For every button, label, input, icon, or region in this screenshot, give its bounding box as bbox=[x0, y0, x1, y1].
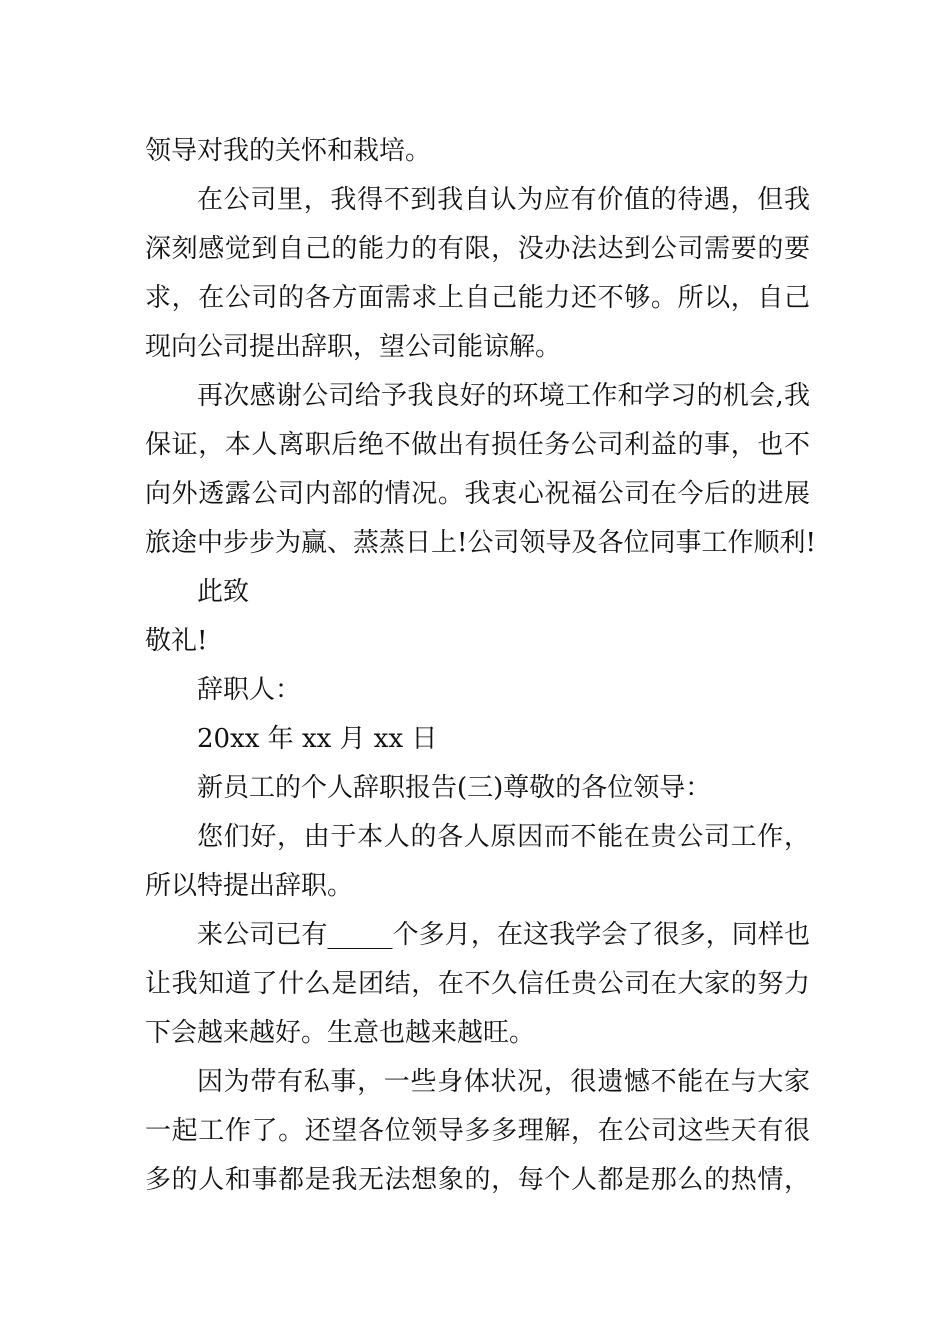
closing-salutation: 此致 bbox=[197, 577, 250, 607]
text-line: 深刻感觉到自己的能力的有限，没办法达到公司需要的要 bbox=[145, 234, 810, 264]
text-line: 在公司里，我得不到我自认为应有价值的待遇，但我 bbox=[197, 185, 810, 215]
text-line: 再次感谢公司给予我良好的环境工作和学习的机会,我 bbox=[197, 381, 810, 411]
text-line: 求，在公司的各方面需求上自己能力还不够。所以，自己 bbox=[145, 283, 810, 313]
text-line: 让我知道了什么是团结，在不久信任贵公司在大家的努力 bbox=[145, 969, 810, 999]
text-line: 领导对我的关怀和栽培。 bbox=[145, 136, 432, 166]
text-line: 来公司已有_____个多月，在这我学会了很多，同样也 bbox=[197, 920, 810, 950]
text-line: 您们好，由于本人的各人原因而不能在贵公司工作， bbox=[197, 822, 810, 852]
text-line: 多的人和事都是我无法想象的，每个人都是那么的热情， bbox=[145, 1165, 810, 1195]
text-line: 所以特提出辞职。 bbox=[145, 871, 354, 901]
text-line: 现向公司提出辞职，望公司能谅解。 bbox=[145, 332, 562, 362]
text-line: 因为带有私事，一些身体状况，很遗憾不能在与大家 bbox=[197, 1067, 810, 1097]
text-line: 一起工作了。还望各位领导多多理解，在公司这些天有很 bbox=[145, 1116, 810, 1146]
text-line: 旅途中步步为赢、蒸蒸日上!公司领导及各位同事工作顺利! bbox=[145, 528, 816, 558]
closing-regards: 敬礼! bbox=[145, 626, 208, 656]
text-line: 保证，本人离职后绝不做出有损任务公司利益的事，也不 bbox=[145, 430, 810, 460]
section-heading: 新员工的个人辞职报告(三)尊敬的各位领导： bbox=[197, 773, 712, 803]
signature-label: 辞职人： bbox=[197, 675, 302, 705]
text-line: 下会越来越好。生意也越来越旺。 bbox=[145, 1018, 536, 1048]
document-body bbox=[145, 127, 816, 1205]
text-line: 向外透露公司内部的情况。我衷心祝福公司在今后的进展 bbox=[145, 479, 810, 509]
signature-date: 20xx 年 xx 月 xx 日 bbox=[197, 724, 438, 754]
